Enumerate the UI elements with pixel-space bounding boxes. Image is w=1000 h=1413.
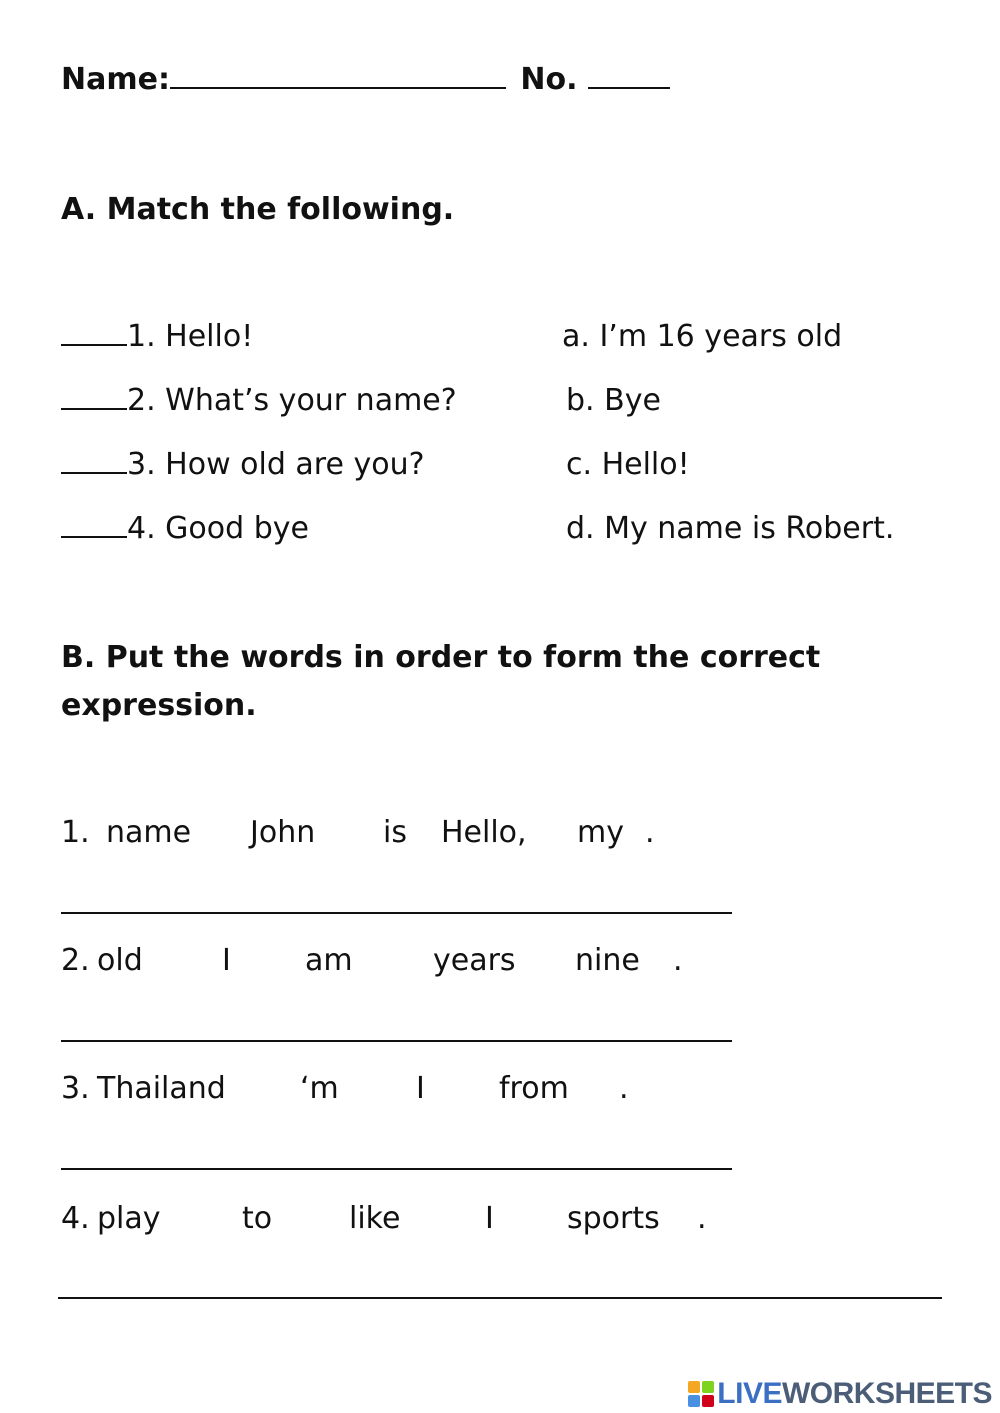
answer-line-1[interactable] [61, 912, 732, 914]
word: John [250, 815, 316, 850]
match-option-c: c. Hello! [566, 447, 690, 482]
word: . [673, 943, 683, 978]
liveworksheets-logo-icon [688, 1381, 714, 1407]
word: nine [575, 943, 640, 978]
section-a-title: A. Match the following. [61, 192, 455, 227]
match-item-4 [61, 511, 309, 546]
section-b-title-line1: B. Put the words in order to form the correct [61, 640, 821, 675]
name-line [61, 62, 670, 97]
answer-line-3[interactable] [61, 1168, 732, 1170]
word: name [106, 815, 192, 850]
word: I [416, 1071, 425, 1106]
answer-blank[interactable] [61, 344, 127, 346]
answer-blank[interactable] [61, 408, 127, 410]
watermark-live: LIVE [717, 1377, 782, 1410]
match-option-b: b. Bye [566, 383, 661, 418]
item-number: 1. [61, 815, 90, 850]
item-number: 3. [61, 1071, 90, 1106]
word: . [645, 815, 655, 850]
answer-blank[interactable] [61, 536, 127, 538]
word: I [485, 1201, 494, 1236]
word: sports [567, 1201, 660, 1236]
match-item-1 [61, 319, 253, 354]
match-item-3 [61, 447, 425, 482]
match-question: 4. Good bye [127, 511, 309, 546]
word: am [305, 943, 353, 978]
answer-line-4[interactable] [58, 1297, 942, 1299]
word: old [97, 943, 143, 978]
word: from [499, 1071, 569, 1106]
word: Hello, [441, 815, 527, 850]
name-blank[interactable] [170, 87, 506, 89]
watermark-worksheets: WORKSHEETS [781, 1377, 992, 1410]
word: my [577, 815, 624, 850]
name-label: Name: [61, 62, 170, 97]
match-question: 3. How old are you? [127, 447, 425, 482]
liveworksheets-watermark [688, 1377, 992, 1411]
word: . [697, 1201, 707, 1236]
word: to [242, 1201, 273, 1236]
match-question: 2. What’s your name? [127, 383, 457, 418]
answer-line-2[interactable] [61, 1040, 732, 1042]
word: play [97, 1201, 161, 1236]
word: Thailand [97, 1071, 226, 1106]
match-option-d: d. My name is Robert. [566, 511, 895, 546]
word: . [619, 1071, 629, 1106]
match-question: 1. Hello! [127, 319, 254, 354]
match-item-2 [61, 383, 457, 418]
number-blank[interactable] [588, 87, 670, 89]
word: I [222, 943, 231, 978]
number-label: No. [520, 62, 578, 97]
item-number: 4. [61, 1201, 90, 1236]
match-option-a: a. I’m 16 years old [562, 319, 843, 354]
answer-blank[interactable] [61, 472, 127, 474]
word: is [383, 815, 407, 850]
word: like [349, 1201, 401, 1236]
word: years [433, 943, 516, 978]
section-b-title-line2: expression. [61, 688, 257, 723]
item-number: 2. [61, 943, 90, 978]
word: ‘m [300, 1071, 339, 1106]
